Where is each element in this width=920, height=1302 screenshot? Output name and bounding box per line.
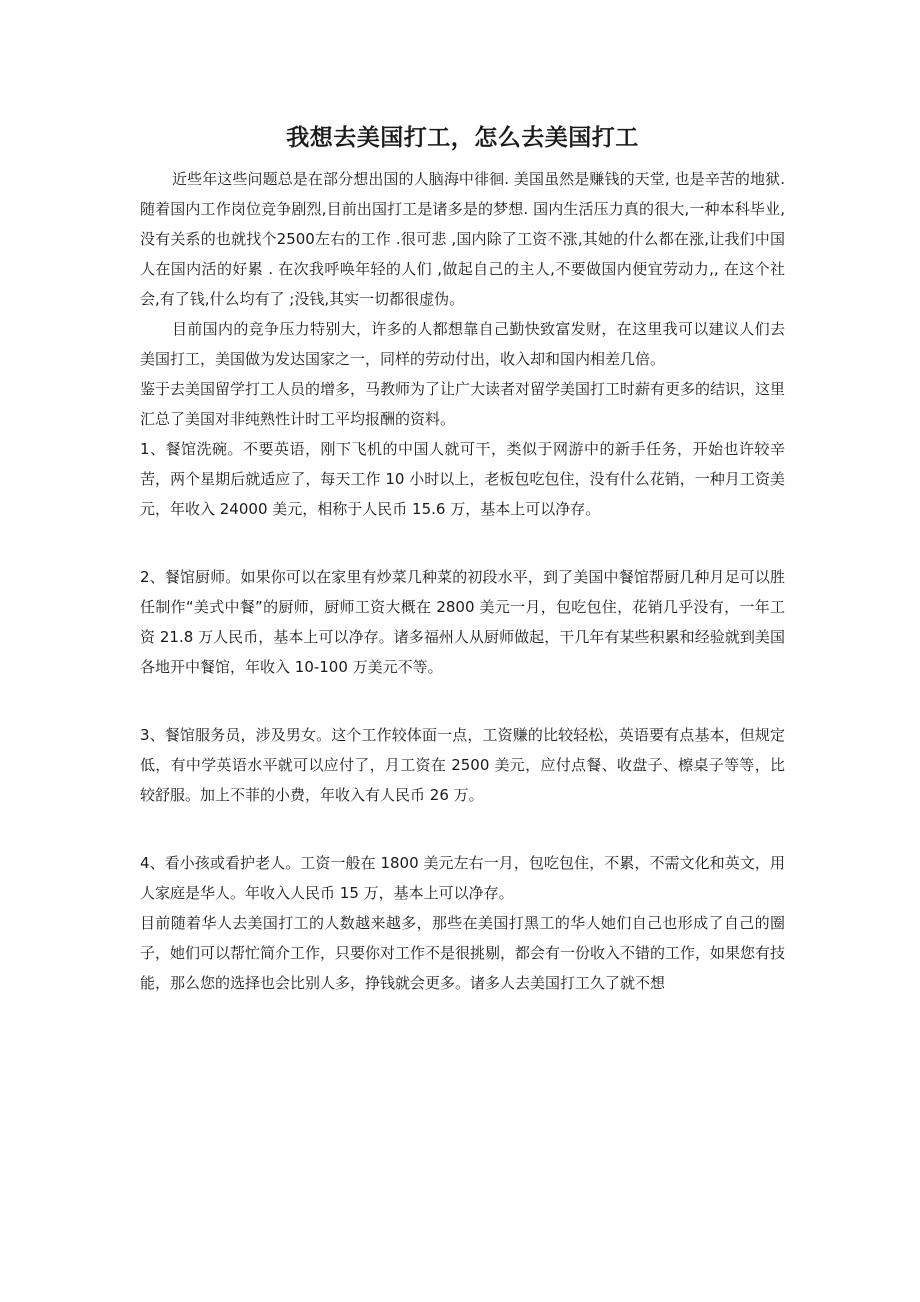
paragraph-job-chef: 2、餐馆厨师。如果你可以在家里有炒菜几种菜的初段水平，到了美国中餐馆帮厨几种月足可以胜任制作“美式中餐”的厨师，厨师工资大概在 2800 美元一月，包吃包住，花销几乎没有，一年工资 21.8 万人民币，基本上可以净存。诸多福州人从厨师做起，干几年有某些积累和经验就到美国各地开中餐馆，年收入 10-100 万美元不等。: [140, 568, 785, 676]
paragraph-spacer: [140, 810, 785, 848]
paragraph-summary: 鉴于去美国留学打工人员的增多，马教师为了让广大读者对留学美国打工时薪有更多的结识，这里汇总了美国对非纯熟性计时工平均报酬的资料。: [140, 380, 786, 428]
paragraph-intro: 近些年这些问题总是在部分想出国的人脑海中徘徊. 美国虽然是赚钱的天堂, 也是辛苦的地狱. 随着国内工作岗位竞争剧烈,目前出国打工是诸多是的梦想. 国内生活压力真的很大,一种本科毕业,没有关系的也就找个2500左右的工作 .很可悲 ,国内除了工资不涨,其她的什么都在涨,让我们中国人在国内活的好累 . 在次我呼唤年轻的人们 ,做起自己的主人,不要做国内便宜劳动力,, 在这个社会,有了钱,什么均有了 ;没钱,其实一切都很虚伪。: [140, 170, 785, 308]
paragraph-competition: 目前国内的竞争压力特别大，许多的人都想靠自己勤快致富发财，在这里我可以建议人们去美国打工，美国做为发达国家之一，同样的劳动付出，收入却和国内相差几倍。: [140, 320, 785, 368]
paragraph-job-caregiver: 4、看小孩或看护老人。工资一般在 1800 美元左右一月，包吃包住，不累，不需文化和英文，用人家庭是华人。年收入人民币 15 万，基本上可以净存。: [140, 854, 785, 902]
paragraph-spacer: [140, 524, 785, 562]
document-page: [140, 118, 785, 998]
paragraph-conclusion: 目前随着华人去美国打工的人数越来越多，那些在美国打黑工的华人她们自己也形成了自己的圈子，她们可以帮忙简介工作，只要你对工作不是很挑剔，都会有一份收入不错的工作，如果您有技能，那么您的选择也会比别人多，挣钱就会更多。诸多人去美国打工久了就不想: [140, 914, 786, 992]
paragraph-job-waiter: 3、餐馆服务员，涉及男女。这个工作较体面一点，工资赚的比较轻松，英语要有点基本，但规定低，有中学英语水平就可以应付了，月工资在 2500 美元，应付点餐、收盘子、檫桌子等等，比较舒服。加上不菲的小费，年收入有人民币 26 万。: [140, 726, 785, 804]
paragraph-job-dishwasher: 1、餐馆洗碗。不要英语，刚下飞机的中国人就可干，类似于网游中的新手任务，开始也许较辛苦，两个星期后就适应了，每天工作 10 小时以上，老板包吃包住，没有什么花销，一种月工资美元，年收入 24000 美元，相称于人民币 15.6 万，基本上可以净存。: [140, 440, 785, 518]
document-title: 我想去美国打工，怎么去美国打工: [286, 125, 639, 151]
paragraph-spacer: [140, 682, 785, 720]
